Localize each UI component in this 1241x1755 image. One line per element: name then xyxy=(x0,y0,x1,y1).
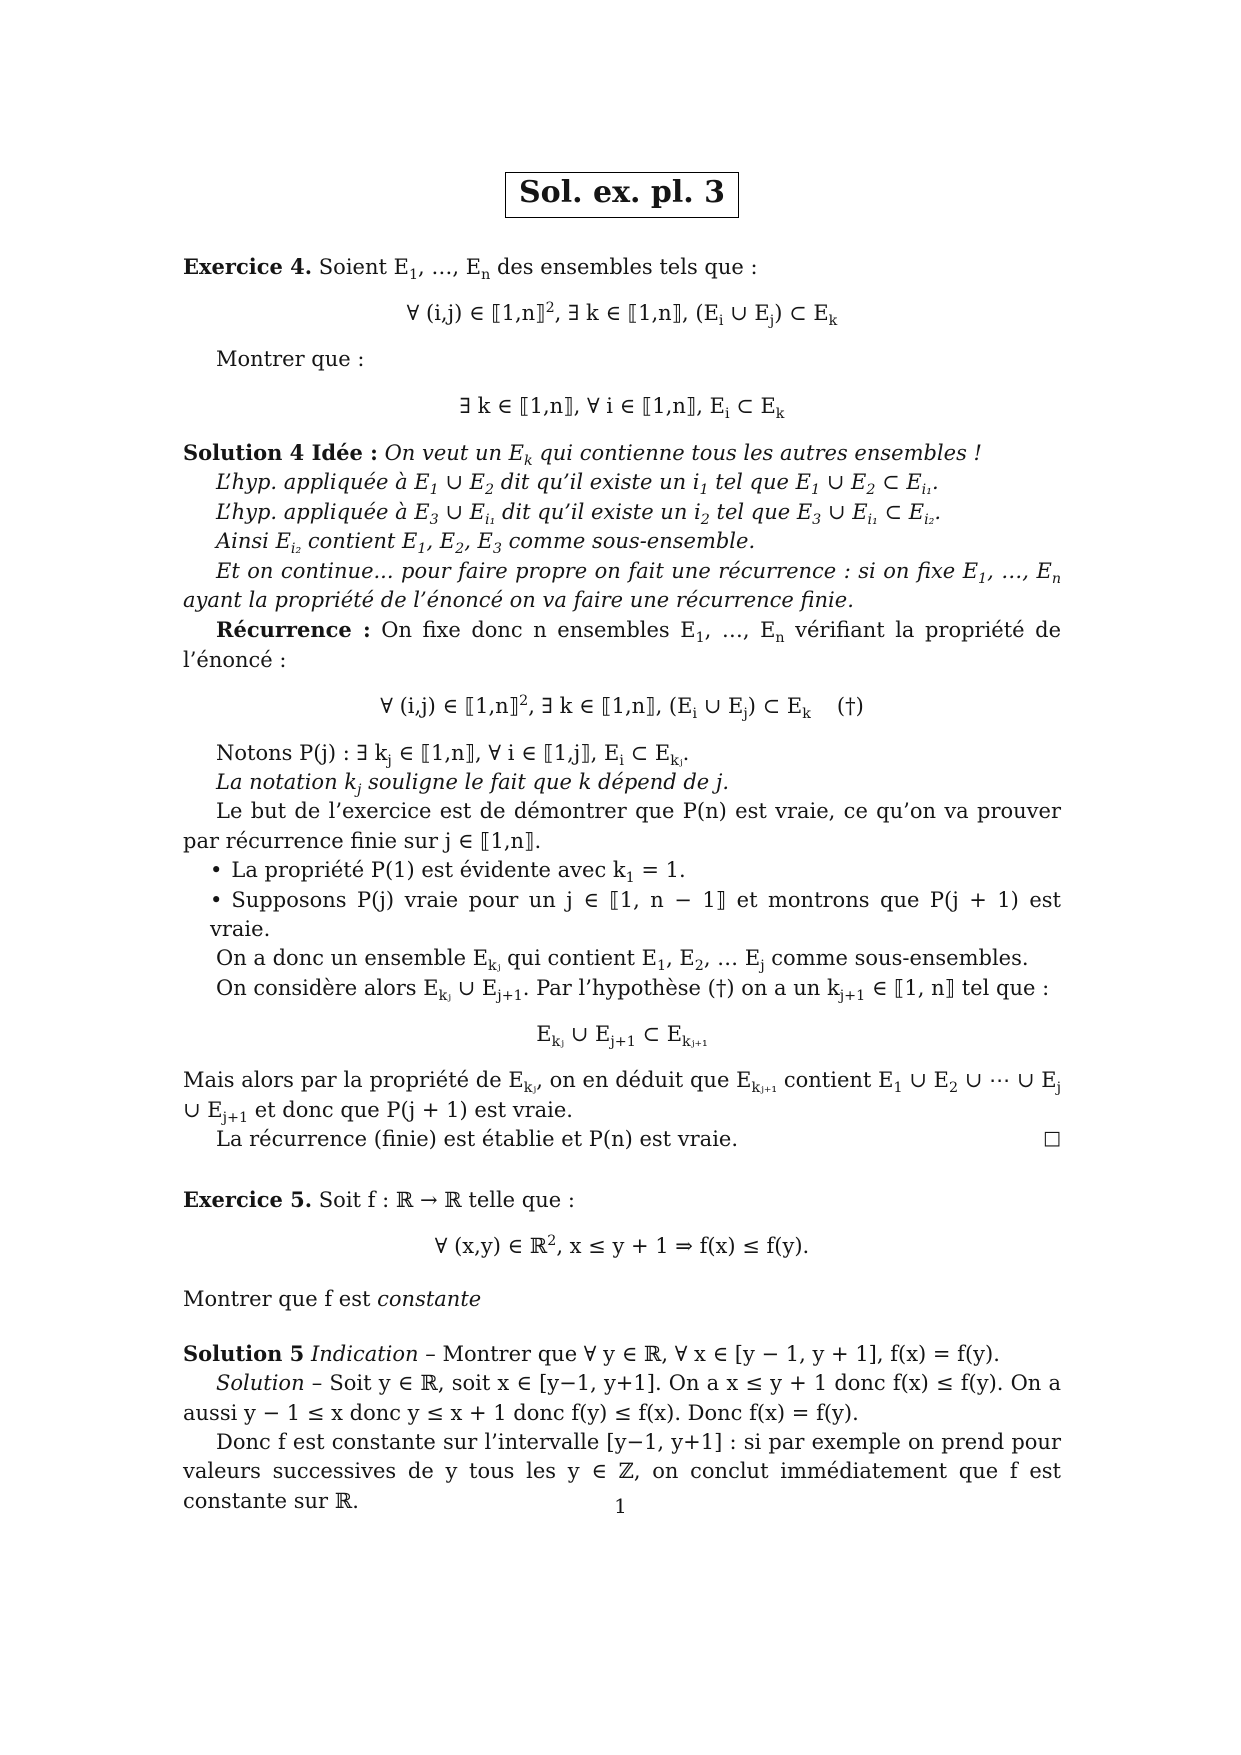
dagger-tag: (†) xyxy=(836,694,864,719)
solution-5-heading xyxy=(183,1339,1061,1369)
montrer-que: Montrer que : xyxy=(216,347,365,372)
montrer-constante xyxy=(183,1285,1061,1314)
formula-dagger xyxy=(183,692,1061,721)
exercice-4-intro: Soient $E_1$, …, $E_n$ des ensembles tels que : xyxy=(318,254,758,283)
formula-union: $E_{kⱼ}$ ∪ $E_{j+1}$ ⊂ $E_{kⱼ_{+1}}$ xyxy=(536,1022,708,1051)
solution-5-sub-label: Solution xyxy=(216,1371,305,1396)
bullet-text: La propriété P(1) est évidente avec $k_1 = 1$. xyxy=(231,858,686,887)
exercice-5-heading xyxy=(183,1185,1061,1215)
bullet-item-induction-step xyxy=(183,886,1061,945)
exercice-5-label: Exercice 5. xyxy=(183,1186,313,1212)
notons-paragraph: Notons P(j) : ∃ $k_j$ ∈ ⟦1,n⟧, ∀ i ∈ ⟦1,j⟧, $E_i$ ⊂ $E_{kⱼ}$. xyxy=(216,740,690,769)
bullet-icon: • xyxy=(210,887,223,912)
solution-4-paragraph-3: Ainsi $E_{i_2}$ contient $E_1$, $E_2$, $E_3$ comme sous-ensemble. xyxy=(216,529,756,558)
exercice-4-heading xyxy=(183,252,1061,282)
indication-text: – Montrer que ∀ y ∈ ℝ, ∀ x ∈ [y − 1, y + 1], f(x) = f(y). xyxy=(425,1341,1000,1366)
solution-4-idea: On veut un $E_k$ qui contienne tous les autres ensembles ! xyxy=(384,441,982,470)
bullet-icon: • xyxy=(210,858,223,883)
montrer-constante-prefix: Montrer que f est xyxy=(183,1287,378,1312)
ensemble-paragraph: On a donc un ensemble $E_{kⱼ}$ qui contient $E_1$, $E_2$, … $E_j$ comme sous-ensembles. xyxy=(216,946,1029,975)
formula-goal: ∃ k ∈ ⟦1,n⟧, ∀ i ∈ ⟦1,n⟧, $E_i$ ⊂ $E_k$ xyxy=(459,393,785,422)
formula-dagger-body: ∀ (i,j) ∈ ⟦1,n⟧$^2$, ∃ k ∈ ⟦1,n⟧, ($E_i$ ∪ $E_j$) ⊂ $E_k$ xyxy=(380,693,811,723)
solution-4-label: Solution 4 Idée : xyxy=(183,440,378,466)
formula-hypothesis: ∀ (i,j) ∈ ⟦1,n⟧$^2$, ∃ k ∈ ⟦1,n⟧, ($E_i$ ∪ $E_j$) ⊂ $E_k$ xyxy=(406,299,838,330)
exercice-5-intro: Soit f : ℝ → ℝ telle que : xyxy=(318,1187,575,1212)
solution-4-heading xyxy=(183,438,1061,468)
title-row xyxy=(183,172,1061,218)
solution-4-paragraph-4: Et on continue... pour faire propre on fait une récurrence : si on fixe $E_1$, …, $E_n$ ayant la propriété de l’énoncé on va faire une récurrence finie. xyxy=(183,558,1062,613)
donc-paragraph: Donc f est constante sur l’intervalle [y−1, y+1] : si par exemple on prend pour valeurs successives de y tous les y ∈ ℤ, on conclut immédiatement que f est constante sur ℝ. xyxy=(183,1430,1061,1513)
solution-4-paragraph-1: L’hyp. appliquée à $E_1$ ∪ $E_2$ dit qu’il existe un $i_1$ tel que $E_1$ ∪ $E_2$ ⊂ $E_{i_1}$. xyxy=(216,470,939,499)
exercice-4-label: Exercice 4. xyxy=(183,253,313,279)
document-content xyxy=(183,172,1061,1516)
considere-paragraph: On considère alors $E_{kⱼ}$ ∪ $E_{j+1}$. Par l’hypothèse (†) on a un $k_{j+1}$ ∈ ⟦1, n⟧ tel que : xyxy=(216,975,1050,1004)
conclusion-line xyxy=(183,1125,1061,1154)
conclusion-text: La récurrence (finie) est établie et P(n) est vraie. xyxy=(216,1127,739,1152)
recurrence-intro: On fixe donc n ensembles $E_1$, …, $E_n$ vérifiant la propriété de l’énoncé : xyxy=(183,618,1061,672)
qed-symbol: □ xyxy=(1043,1127,1061,1150)
page-number: 1 xyxy=(614,1494,627,1518)
recurrence-label: Récurrence : xyxy=(216,617,371,643)
mais-paragraph: Mais alors par la propriété de $E_{kⱼ}$, on en déduit que $E_{kⱼ_{+1}}$ contient $E_1$ ∪ $E_2$ ∪ ⋯ ∪ $E_j$ ∪ $E_{j+1}$ et donc que P(j + 1) est vraie. xyxy=(183,1068,1061,1127)
solution-5-text: – Soit y ∈ ℝ, soit x ∈ [y−1, y+1]. On a x ≤ y + 1 donc f(x) ≤ f(y). On a aussi y − 1 ≤ x donc y ≤ x + 1 donc f(y) ≤ f(x). Donc f(x) = f(y). xyxy=(183,1371,1061,1425)
notation-paragraph: La notation $k_j$ souligne le fait que k dépend de j. xyxy=(216,769,730,799)
page-title: Sol. ex. pl. 3 xyxy=(505,172,739,218)
indication-label: Indication xyxy=(310,1341,419,1366)
formula-monotone: ∀ (x,y) ∈ ℝ$^2$, x ≤ y + 1 ⇒ f(x) ≤ f(y). xyxy=(434,1233,810,1259)
montrer-constante-em: constante xyxy=(377,1287,482,1312)
recurrence-heading xyxy=(183,615,1061,675)
bullet-item-base-case xyxy=(183,856,1061,885)
but-paragraph: Le but de l’exercice est de démontrer que P(n) est vraie, ce qu’on va prouver par récurrence finie sur j ∈ ⟦1,n⟧. xyxy=(183,799,1061,853)
solution-4-paragraph-2: L’hyp. appliquée à $E_3$ ∪ $E_{i_1}$ dit qu’il existe un $i_2$ tel que $E_3$ ∪ $E_{i_1}$ ⊂ $E_{i_2}$. xyxy=(216,499,942,529)
solution-5-label: Solution 5 xyxy=(183,1340,305,1366)
solution-5-paragraph xyxy=(183,1369,1061,1428)
bullet-text: Supposons P(j) vraie pour un j ∈ ⟦1, n − 1⟧ et montrons que P(j + 1) est vraie. xyxy=(210,887,1061,941)
